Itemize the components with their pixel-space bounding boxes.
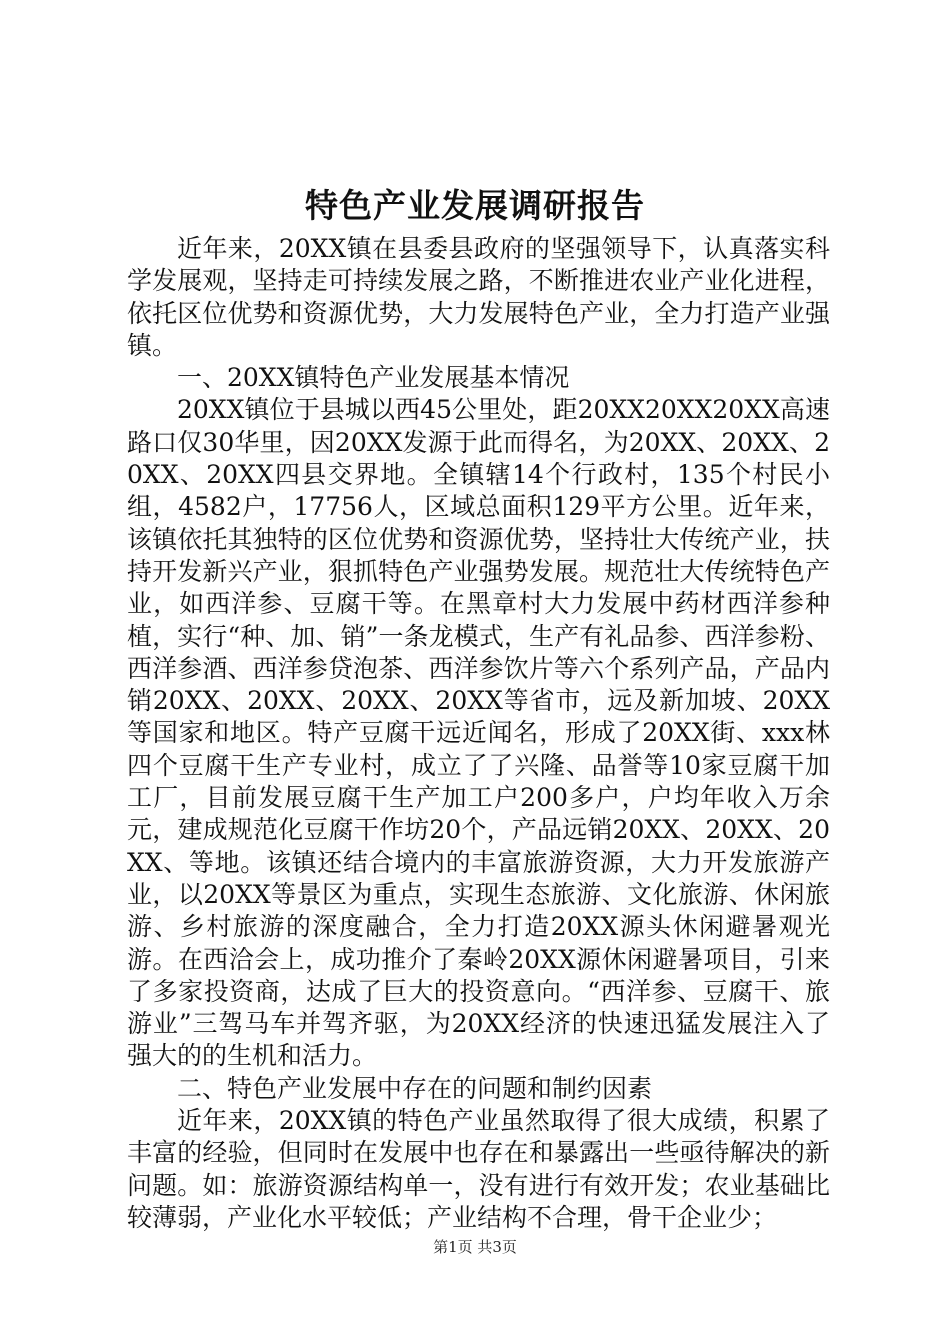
section-heading-2: 二、特色产业发展中存在的问题和制约因素: [177, 1073, 653, 1103]
section-heading-1: 一、20XX镇特色产业发展基本情况: [177, 363, 570, 393]
section-2-paragraph: 近年来，20XX镇的特色产业虽然取得了很大成绩，积累了丰富的经验，但同时在发展中也存在和暴露出一些亟待解决的新问题。如：旅游资源结构单一，没有进行有效开发；农业基础比较薄弱，产业化水平较低；产业结构不合理，骨干企业少；: [127, 1106, 830, 1232]
document-title: 特色产业发展调研报告: [305, 186, 645, 225]
document-body: [127, 233, 830, 1234]
section-1-paragraph: 20XX镇位于县城以西45公里处，距20XX20XX20XX高速路口仅30华里，因20XX发源于此而得名，为20XX、20XX、20XX、20XX四县交界地。全镇辖14个行政村，135个村民小组，4582户，17756人，区域总面积129平方公里。近年来，该镇依托其独特的区位优势和资源优势，坚持壮大传统产业，扶持开发新兴产业，狠抓特色产业强势发展。规范壮大传统特色产业，如西洋参、豆腐干等。在黑章村大力发展中药材西洋参种植，实行“种、加、销”一条龙模式，生产有礼品参、西洋参粉、西洋参酒、西洋参贷泡茶、西洋参饮片等六个系列产品，产品内销20XX、20XX、20XX、20XX等省市，远及新加坡、20XX等国家和地区。特产豆腐干远近闻名，形成了20XX街、xxx林四个豆腐干生产专业村，成立了了兴隆、品誉等10家豆腐干加工厂，目前发展豆腐干生产加工户200多户，户均年收入万余元，建成规范化豆腐干作坊20个，产品远销20XX、20XX、20XX、等地。该镇还结合境内的丰富旅游资源，大力开发旅游产业，以20XX等景区为重点，实现生态旅游、文化旅游、休闲旅游、乡村旅游的深度融合，全力打造20XX源头休闲避暑观光游。在西洽会上，成功推介了秦岭20XX源休闲避暑项目，引来了多家投资商，达成了巨大的投资意向。“西洋参、豆腐干、旅游业”三驾马车并驾齐驱，为20XX经济的快速迅猛发展注入了强大的的生机和活力。: [127, 395, 830, 1071]
intro-paragraph: 近年来，20XX镇在县委县政府的坚强领导下，认真落实科学发展观，坚持走可持续发展之路，不断推进农业产业化进程，依托区位优势和资源优势，大力发展特色产业，全力打造产业强镇。: [127, 234, 830, 360]
page-number-footer: 第1页 共3页: [433, 1238, 517, 1256]
